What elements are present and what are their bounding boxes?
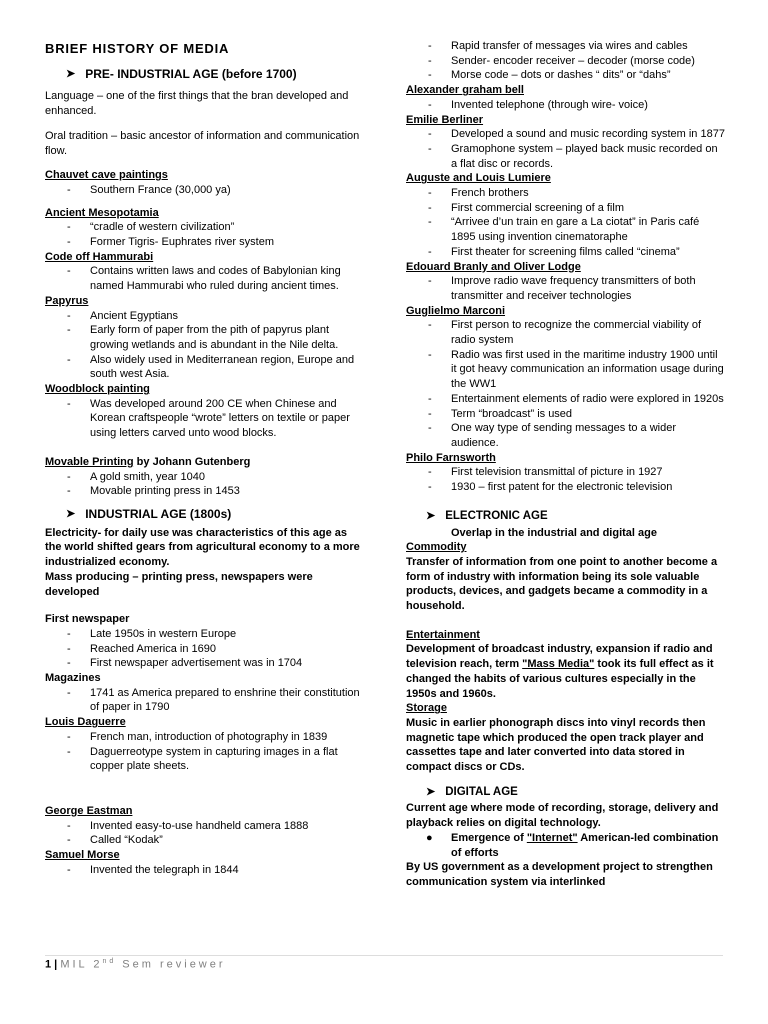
left-column (45, 38, 365, 877)
list-item (45, 353, 365, 382)
list-item (45, 220, 365, 235)
list-item-text: Movable printing press in 1453 (90, 485, 240, 498)
list-eastman (45, 819, 365, 848)
bullet-dot-icon: ● (426, 831, 433, 844)
dash-bullet: - (428, 187, 432, 200)
section-farnsworth: Philo Farnsworth (406, 451, 496, 464)
footer-sup: nd (102, 958, 117, 965)
list-item-text: French man, introduction of photography in 1839 (90, 730, 328, 743)
section-hammurabi: Code off Hammurabi (45, 250, 154, 263)
list-item (45, 642, 365, 657)
right-column (406, 39, 726, 890)
list-item (406, 98, 726, 113)
page-title: BRIEF HISTORY OF MEDIA (45, 41, 230, 56)
dash-bullet: - (67, 397, 71, 410)
list-item (406, 407, 726, 422)
list-item-text: Rapid transfer of messages via wires and cables (451, 40, 688, 52)
section-woodblock: Woodblock painting (45, 383, 150, 396)
dash-bullet: - (67, 834, 71, 847)
para-electricity: Electricity- for daily use was characteristics of this age as the world shifted gears from agricultural economy to a more industrialized economy. (45, 526, 360, 569)
arrow-bullet-icon: ➤ (426, 509, 436, 522)
section-storage: Storage (406, 702, 447, 715)
arrow-bullet-icon: ➤ (66, 67, 76, 80)
list-item-text: Was developed around 200 CE when Chinese and Korean craftspeople “wrote” letters on textile or paper using letters carved unto wood blocks. (90, 397, 350, 440)
dash-bullet: - (67, 686, 71, 699)
dash-bullet: - (67, 657, 71, 670)
para-digital: Current age where mode of recording, storage, delivery and playback relies on digital technology. (406, 802, 719, 830)
dash-bullet: - (428, 319, 432, 332)
dash-bullet: - (428, 245, 432, 258)
section-magazines: Magazines (45, 672, 101, 685)
dash-bullet: - (67, 309, 71, 322)
list-internet (406, 831, 726, 860)
para-entertainment: Development of broadcast industry, expansion if radio and television reach, term "Mass Media" took its full effect as it changed the habits of various cultures especially in the 1950s and 1960s. (406, 643, 714, 700)
dash-bullet: - (428, 275, 432, 288)
dash-bullet: - (428, 201, 432, 214)
dash-bullet: - (428, 128, 432, 141)
section-branly: Edouard Branly and Oliver Lodge (406, 260, 581, 273)
list-item-text: One way type of sending messages to a wider audience. (451, 422, 677, 449)
list-item-text: First newspaper advertisement was in 1704 (90, 657, 303, 670)
list-item (45, 309, 365, 324)
dash-bullet: - (428, 348, 432, 361)
list-newspaper (45, 627, 365, 671)
dash-bullet: - (428, 422, 432, 435)
list-item (45, 397, 365, 441)
list-item-text: First television transmittal of picture in 1927 (451, 466, 663, 479)
list-item (406, 392, 726, 407)
list-magazines (45, 686, 365, 715)
section-bell: Alexander graham bell (406, 84, 524, 97)
list-item (406, 421, 726, 450)
list-item (45, 183, 365, 198)
list-item (45, 470, 365, 485)
dash-bullet: - (428, 98, 432, 111)
list-item (45, 686, 365, 715)
footer-rest: Sem reviewer (116, 958, 226, 971)
section-berliner: Emilie Berliner (406, 113, 484, 126)
dash-bullet: - (67, 353, 71, 366)
list-item-text: Southern France (30,000 ya) (90, 183, 231, 196)
list-marconi (406, 318, 726, 450)
footer-separator: | (51, 958, 61, 971)
list-item-text: Former Tigris- Euphrates river system (90, 236, 274, 249)
list-item-text: A gold smith, year 1040 (90, 470, 205, 483)
dash-bullet: - (67, 470, 71, 483)
list-item-text: Early form of paper from the pith of papyrus plant growing wetlands and is abundant in the Nile delta. (90, 324, 339, 351)
list-item (406, 39, 726, 54)
dash-bullet: - (428, 481, 432, 494)
list-item (406, 274, 726, 303)
list-farnsworth (406, 465, 726, 494)
list-item-text: Late 1950s in western Europe (90, 627, 237, 640)
dash-bullet: - (428, 40, 432, 52)
list-item (45, 323, 365, 352)
electronic-subtitle: Overlap in the industrial and digital age (451, 526, 657, 539)
list-item-text: Improve radio wave frequency transmitters of both transmitter and receiver technologies (451, 275, 696, 302)
list-item (45, 833, 365, 848)
section-daguerre: Louis Daguerre (45, 716, 126, 729)
list-item (45, 656, 365, 671)
list-item-text: “cradle of western civilization” (90, 221, 235, 234)
list-item (406, 68, 726, 83)
list-item (406, 127, 726, 142)
list-item-text: Reached America in 1690 (90, 642, 216, 655)
list-branly (406, 274, 726, 303)
list-item-text: Sender- encoder receiver – decoder (morse code) (451, 54, 695, 67)
dash-bullet: - (428, 392, 432, 405)
list-item-text: Morse code – dots or dashes “ dits” or “dahs” (451, 69, 671, 82)
list-item-text: Term “broadcast” is used (451, 407, 573, 420)
dash-bullet: - (67, 183, 71, 196)
list-item (45, 819, 365, 834)
list-morse-cont (406, 39, 726, 83)
para-us-gov: By US government as a development project to strengthen communication system via interlinked (406, 861, 713, 888)
list-bell (406, 98, 726, 113)
dash-bullet: - (67, 642, 71, 655)
heading-electronic: ➤ ELECTRONIC AGE (426, 509, 548, 522)
list-morse (45, 863, 365, 878)
dash-bullet: - (428, 69, 432, 82)
list-item (45, 264, 365, 293)
section-papyrus: Papyrus (45, 294, 89, 307)
list-item (406, 465, 726, 480)
page-footer (45, 955, 723, 971)
list-item (45, 235, 365, 250)
section-marconi: Guglielmo Marconi (406, 304, 506, 317)
dash-bullet: - (67, 745, 71, 758)
list-item-text: Gramophone system – played back music recorded on a flat disc or records. (451, 142, 718, 170)
dash-bullet: - (67, 819, 71, 832)
list-item-text: First commercial screening of a film (451, 201, 624, 214)
list-lumiere (406, 186, 726, 260)
para-oral: Oral tradition – basic ancestor of information and communication flow. (45, 129, 360, 157)
list-item-text: Also widely used in Mediterranean region, Europe and south west Asia. (90, 353, 355, 381)
list-item-text: “Arrivee d’un train en gare a La ciotat” in Paris café 1895 using invention cinematoraphe (451, 216, 700, 244)
list-papyrus (45, 309, 365, 383)
page-number: 1 (45, 958, 52, 971)
heading-industrial: ➤ INDUSTRIAL AGE (1800s) (66, 506, 232, 521)
list-item-text: Entertainment elements of radio were explored in 1920s (451, 392, 724, 405)
para-mass: Mass producing – printing press, newspapers were developed (45, 570, 313, 598)
list-mesopotamia (45, 220, 365, 249)
para-language: Language – one of the first things that the bran developed and enhanced. (45, 90, 349, 118)
list-item (45, 730, 365, 745)
list-item-text: First theater for screening films called “cinema” (451, 245, 680, 258)
list-berliner (406, 127, 726, 171)
section-eastman: George Eastman (45, 804, 133, 817)
list-item (406, 142, 726, 171)
dash-bullet: - (67, 485, 71, 498)
section-lumiere: Auguste and Louis Lumiere (406, 172, 551, 185)
dash-bullet: - (67, 863, 71, 876)
list-item-text: 1930 – first patent for the electronic television (451, 481, 673, 494)
list-item-text: Contains written laws and codes of Babylonian king named Hammurabi who ruled during ancient times. (90, 265, 341, 293)
list-item (406, 245, 726, 260)
list-item-text: Daguerreotype system in capturing images in a flat copper plate sheets. (90, 745, 338, 773)
list-item (406, 480, 726, 495)
list-item-text: Radio was first used in the maritime industry 1900 until it got heavy communication an information usage during the WW1 (451, 348, 724, 391)
list-hammurabi (45, 264, 365, 293)
list-item (406, 186, 726, 201)
dash-bullet: - (67, 236, 71, 249)
list-item-text: Ancient Egyptians (90, 309, 179, 322)
dash-bullet: - (67, 627, 71, 640)
list-item (406, 318, 726, 347)
dash-bullet: - (67, 221, 71, 234)
list-item (406, 201, 726, 216)
heading-preindustrial: ➤ PRE- INDUSTRIAL AGE (before 1700) (66, 66, 297, 81)
heading-digital: ➤ DIGITAL AGE (426, 785, 518, 798)
list-item-text: Invented easy-to-use handheld camera 1888 (90, 819, 309, 832)
dash-bullet: - (67, 324, 71, 337)
dash-bullet: - (428, 216, 432, 229)
section-commodity: Commodity (406, 541, 467, 554)
section-chauvet: Chauvet cave paintings (45, 169, 168, 182)
list-item (45, 863, 365, 878)
dash-bullet: - (428, 142, 432, 155)
list-item-text: French brothers (451, 187, 529, 200)
footer-label: MIL 2 (60, 958, 103, 971)
list-item-text: Developed a sound and music recording system in 1877 (451, 128, 725, 141)
para-commodity: Transfer of information from one point to another become a form of industry with information being its sole valuable products, devices, and gadgets became a commodity in a household. (406, 555, 718, 613)
list-item-text: First person to recognize the commercial viability of radio system (451, 319, 702, 347)
arrow-bullet-icon: ➤ (66, 507, 76, 520)
list-item-text: Invented the telegraph in 1844 (90, 863, 239, 876)
list-woodblock (45, 397, 365, 441)
section-newspaper: First newspaper (45, 613, 130, 626)
list-item (406, 348, 726, 392)
list-item (45, 745, 365, 774)
list-item (406, 54, 726, 69)
list-item (406, 215, 726, 244)
section-entertainment: Entertainment (406, 628, 480, 641)
arrow-bullet-icon: ➤ (426, 785, 436, 798)
section-mesopotamia: Ancient Mesopotamia (45, 206, 159, 219)
dash-bullet: - (428, 54, 432, 67)
dash-bullet: - (67, 265, 71, 278)
list-daguerre (45, 730, 365, 774)
dash-bullet: - (67, 730, 71, 743)
dash-bullet: - (428, 407, 432, 420)
section-movable: Movable Printing by Johann Gutenberg (45, 455, 251, 468)
list-item: ● Emergence of "Internet" American-led combination of efforts (406, 831, 726, 860)
list-item-text: Called “Kodak” (90, 834, 163, 847)
list-movable (45, 470, 365, 499)
list-chauvet (45, 183, 365, 198)
dash-bullet: - (428, 466, 432, 479)
section-morse: Samuel Morse (45, 849, 120, 862)
list-item-text: 1741 as America prepared to enshrine their constitution of paper in 1790 (90, 686, 360, 714)
para-storage: Music in earlier phonograph discs into vinyl records then magnetic tape which produced the open track player and cassettes tape and later converted into data stored in compact discs or CDs. (406, 716, 706, 774)
list-item (45, 484, 365, 499)
list-item (45, 627, 365, 642)
list-item-text: Invented telephone (through wire- voice) (451, 98, 648, 111)
